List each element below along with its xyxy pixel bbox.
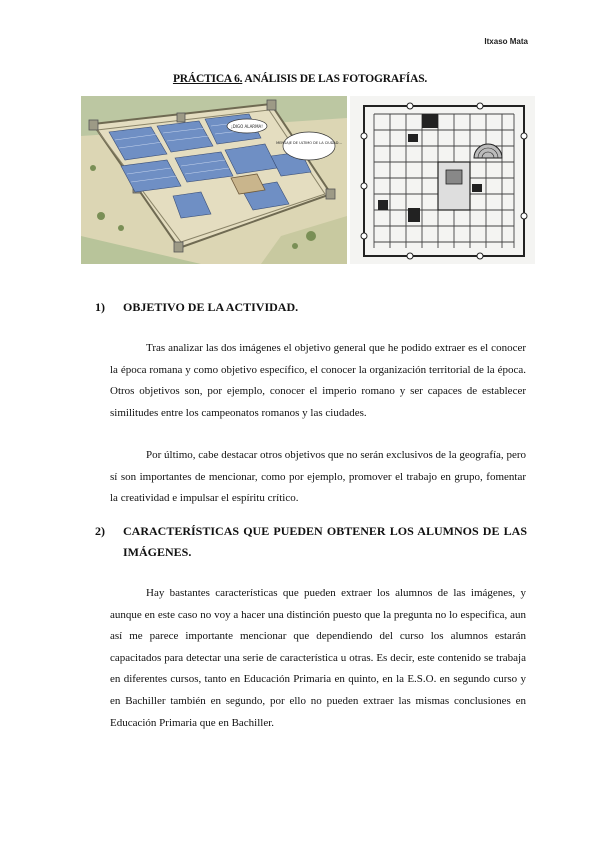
title-rest: ANÁLISIS DE LAS FOTOGRAFÍAS. [242, 73, 428, 85]
section-1-heading [95, 300, 298, 315]
bubble-2-text: MENSAJE DE ULTIMO DE LA CIUDAD... [276, 141, 342, 145]
section-1-paragraph-1-text: Tras analizar las dos imágenes el objetivo general que he podido extraer es el conocer la época romana y como objetivo específico, el conocer la organización territorial de la época. Otros objetivos son, por ejemplo, conocer el imperio romano y ser capaces de establecer similitudes entre los campeonatos romanos y las ciudades. [110, 342, 526, 419]
roman-camp-illustration [81, 96, 347, 264]
bubble-1-text: ¡DIGO ALARMA! [231, 124, 263, 129]
city-plan-drawing [350, 96, 535, 264]
section-1-title: OBJETIVO DE LA ACTIVIDAD. [123, 300, 299, 314]
section-2-heading [95, 521, 527, 563]
author-name: Itxaso Mata [484, 37, 528, 46]
page-title [0, 73, 600, 85]
title-prefix: PRÁCTICA 6. [172, 73, 243, 85]
section-1-paragraph-2 [110, 445, 526, 510]
section-1-paragraph-1 [110, 338, 526, 424]
section-1-number: 1) [95, 300, 105, 314]
section-2-paragraph-1 [110, 583, 526, 734]
section-2-title: CARACTERÍSTICAS QUE PUEDEN OBTENER LOS ALUMNOS DE LAS IMÁGENES. [123, 524, 527, 559]
section-2-number: 2) [95, 524, 105, 538]
section-1-paragraph-2-text: Por último, cabe destacar otros objetivos que no serán exclusivos de la geografía, pero sí son importantes de mencionar, como por ejemplo, promover el trabajo en grupo, fomentar la creatividad e impulsar el espíritu crítico. [110, 449, 526, 505]
section-2-paragraph-1-text: Hay bastantes características que pueden extraer los alumnos de las imágenes, y aunque en este caso no voy a hacer una distinción puesto que la pregunta no lo especifica, aun así me parece importante mencionar que dependiendo del curso los alumnos estarán capacitados para detectar una serie de característica u otras. Es decir, este contenido se trabaja en diferentes cursos, tanto en Educación Primaria en quinto, en la E.S.O. en segundo curso y en Bachiller también en segundo, por ello no pueden extraer las mismas conclusiones en Educación Primaria que en Bachiller. [110, 587, 526, 729]
